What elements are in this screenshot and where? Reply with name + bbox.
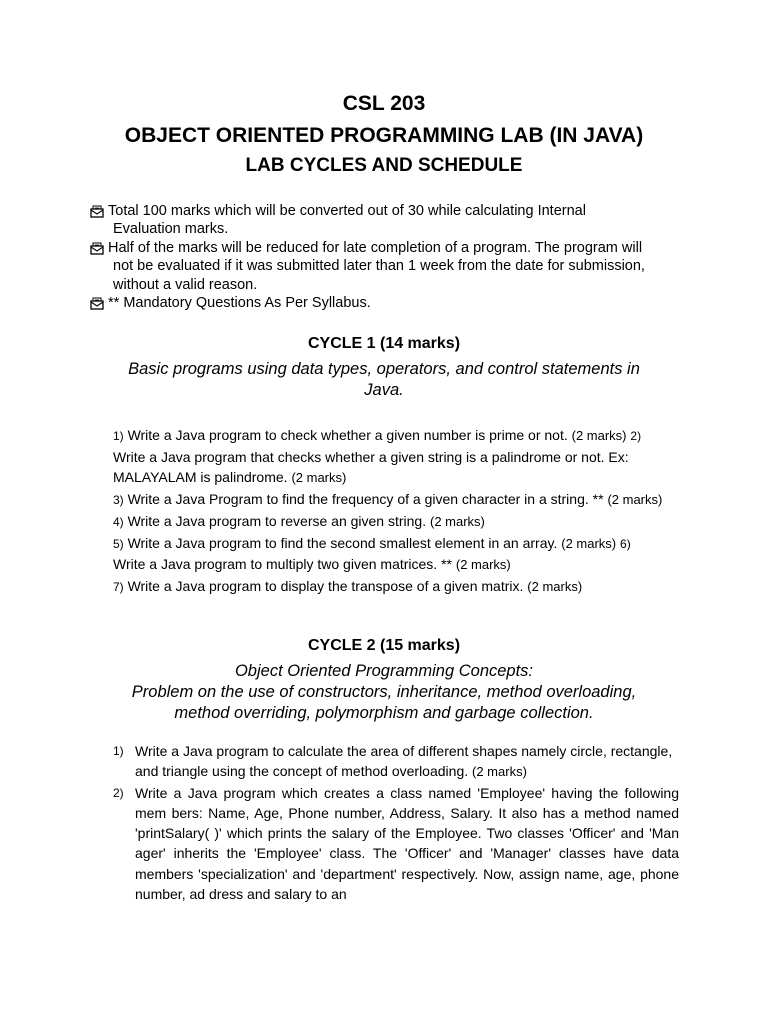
cycle2-program-list bbox=[113, 741, 679, 904]
note-text-line: Half of the marks will be reduced for late completion of a program. The program will bbox=[108, 239, 643, 256]
item-number: 2) bbox=[630, 429, 642, 443]
list-item bbox=[113, 741, 679, 783]
program-text: Write a Java program to multiply two given matrices. ** bbox=[113, 556, 452, 573]
program-text: Write a Java program that checks whether a given string is a palindrome or not. Ex: MALAYALAM is palindrome. bbox=[113, 448, 629, 486]
item-number: 5) bbox=[113, 536, 124, 551]
page-subtitle: LAB CYCLES AND SCHEDULE bbox=[245, 155, 523, 176]
note-text-line: Evaluation marks. bbox=[113, 221, 229, 238]
program-text: Write a Java program to reverse an given string. bbox=[127, 512, 427, 529]
program-marks: (2 marks) bbox=[455, 557, 511, 573]
program-marks: (2 marks) bbox=[561, 535, 617, 551]
cycle2-description-line: Problem on the use of constructors, inheritance, method overloading, bbox=[131, 683, 637, 701]
cycle1-heading: CYCLE 1 (14 marks) bbox=[307, 335, 461, 352]
item-number: 7) bbox=[113, 579, 124, 594]
note-item bbox=[90, 294, 690, 312]
program-marks: (2 marks) bbox=[607, 492, 663, 508]
note-text-line: Total 100 marks which will be converted out of 30 while calculating Internal bbox=[108, 203, 586, 219]
cycle2-description-line: Object Oriented Programming Concepts: bbox=[234, 662, 534, 680]
note-text-line: not be evaluated if it was submitted later than 1 week from the date for submission, bbox=[113, 258, 645, 275]
item-number: 1) bbox=[113, 429, 124, 443]
program-text: Write a Java program which creates a class named 'Employee' having the following mem bers: Name, Age, Phone number, Address, Salary. It also has a method named 'printSalary( )' which prints the salary of the Employee. Two classes 'Officer' and 'Man ager' inherits the 'Employee' class. The 'Officer' and 'Manager' classes have data members 'specialization' and 'department' respectively. Now, assign name, age, phone number, ad dress and salary to an bbox=[135, 784, 679, 903]
cycle2-description bbox=[100, 661, 668, 724]
envelope-icon bbox=[90, 205, 104, 218]
cycle1-description bbox=[100, 359, 668, 401]
note-item bbox=[90, 202, 690, 239]
program-marks: (2 marks) bbox=[430, 513, 485, 529]
program-text: Write a Java program to display the transpose of a given matrix. bbox=[127, 577, 524, 594]
note-item bbox=[90, 239, 690, 294]
cycle2-description-line: method overriding, polymorphism and garbage collection. bbox=[174, 704, 594, 722]
envelope-icon bbox=[90, 297, 104, 310]
item-number: 6) bbox=[620, 536, 631, 551]
item-number: 4) bbox=[113, 514, 124, 529]
note-text-line: without a valid reason. bbox=[113, 276, 258, 293]
course-title: OBJECT ORIENTED PROGRAMMING LAB (IN JAVA) bbox=[124, 124, 644, 147]
envelope-icon bbox=[90, 242, 104, 255]
list-item bbox=[113, 783, 679, 905]
program-text: Write a Java Program to find the frequency of a given character in a string. ** bbox=[127, 491, 604, 508]
program-marks: (2 marks) bbox=[472, 764, 527, 780]
program-text: Write a Java program to check whether a given number is prime or not. bbox=[127, 427, 568, 443]
notes-list bbox=[90, 202, 690, 312]
program-marks: (2 marks) bbox=[291, 470, 347, 486]
course-code: CSL 203 bbox=[342, 92, 426, 115]
note-text-line: ** Mandatory Questions As Per Syllabus. bbox=[108, 295, 371, 312]
cycle1-description-line: Java. bbox=[364, 381, 404, 399]
item-number: 1) bbox=[113, 744, 124, 758]
cycle1-program-list bbox=[113, 425, 665, 598]
program-marks: (2 marks) bbox=[571, 428, 627, 443]
item-number: 3) bbox=[113, 493, 124, 508]
item-number: 2) bbox=[113, 785, 124, 800]
program-text: Write a Java program to calculate the area of different shapes namely circle, rectangle, and triangle using the concept of method overloading. bbox=[135, 743, 673, 780]
program-text: Write a Java program to find the second smallest element in an array. bbox=[127, 534, 558, 551]
cycle2-heading: CYCLE 2 (15 marks) bbox=[307, 637, 461, 654]
program-marks: (2 marks) bbox=[527, 578, 583, 594]
cycle1-description-line: Basic programs using data types, operators, and control statements in bbox=[128, 360, 640, 378]
